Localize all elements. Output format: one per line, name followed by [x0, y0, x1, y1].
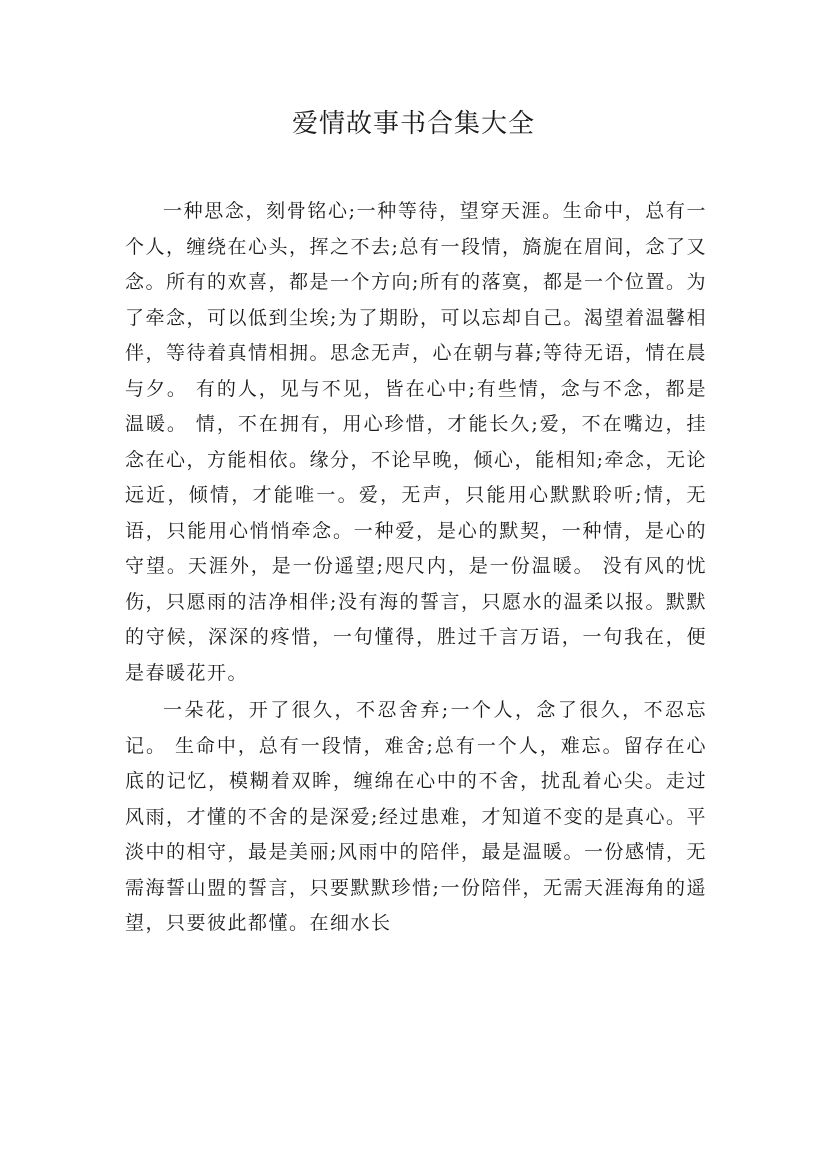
- document-body: [125, 194, 707, 942]
- document-title: 爱情故事书合集大全: [291, 109, 535, 139]
- paragraph: 一种思念，刻骨铭心;一种等待，望穿天涯。生命中，总有一个人，缠绕在心头，挥之不去;总有一段情，旖旎在眉间，念了又念。所有的欢喜，都是一个方向;所有的落寞，都是一个位置。为了牵念，可以低到尘埃;为了期盼，可以忘却自己。渴望着温馨相伴，等待着真情相拥。思念无声，心在朝与暮;等待无语，情在晨与夕。 有的人，见与不见，皆在心中;有些情，念与不念，都是温暖。 情，不在拥有，用心珍惜，才能长久;爱，不在嘴边，挂念在心，方能相依。缘分，不论早晚，倾心，能相知;牵念，无论远近，倾情，才能唯一。爱，无声，只能用心默默聆听;情，无语，只能用心悄悄牵念。一种爱，是心的默契，一种情，是心的守望。天涯外，是一份遥望;咫尺内，是一份温暖。 没有风的忧伤，只愿雨的洁净相伴;没有海的誓言，只愿水的温柔以报。默默的守候，深深的疼惜，一句懂得，胜过千言万语，一句我在，便是春暖花开。: [125, 200, 707, 684]
- paragraph: 一朵花，开了很久，不忍舍弃;一个人，念了很久，不忍忘记。 生命中，总有一段情，难舍;总有一个人，难忘。留存在心底的记忆，模糊着双眸，缠绵在心中的不舍，扰乱着心尖。走过风雨，才懂的不舍的是深爱;经过患难，才知道不变的是真心。平淡中的相守，最是美丽;风雨中的陪伴，最是温暖。一份感情，无需海誓山盟的誓言，只要默默珍惜;一份陪伴，无需天涯海角的遥望，只要彼此都懂。在细水长: [125, 699, 707, 934]
